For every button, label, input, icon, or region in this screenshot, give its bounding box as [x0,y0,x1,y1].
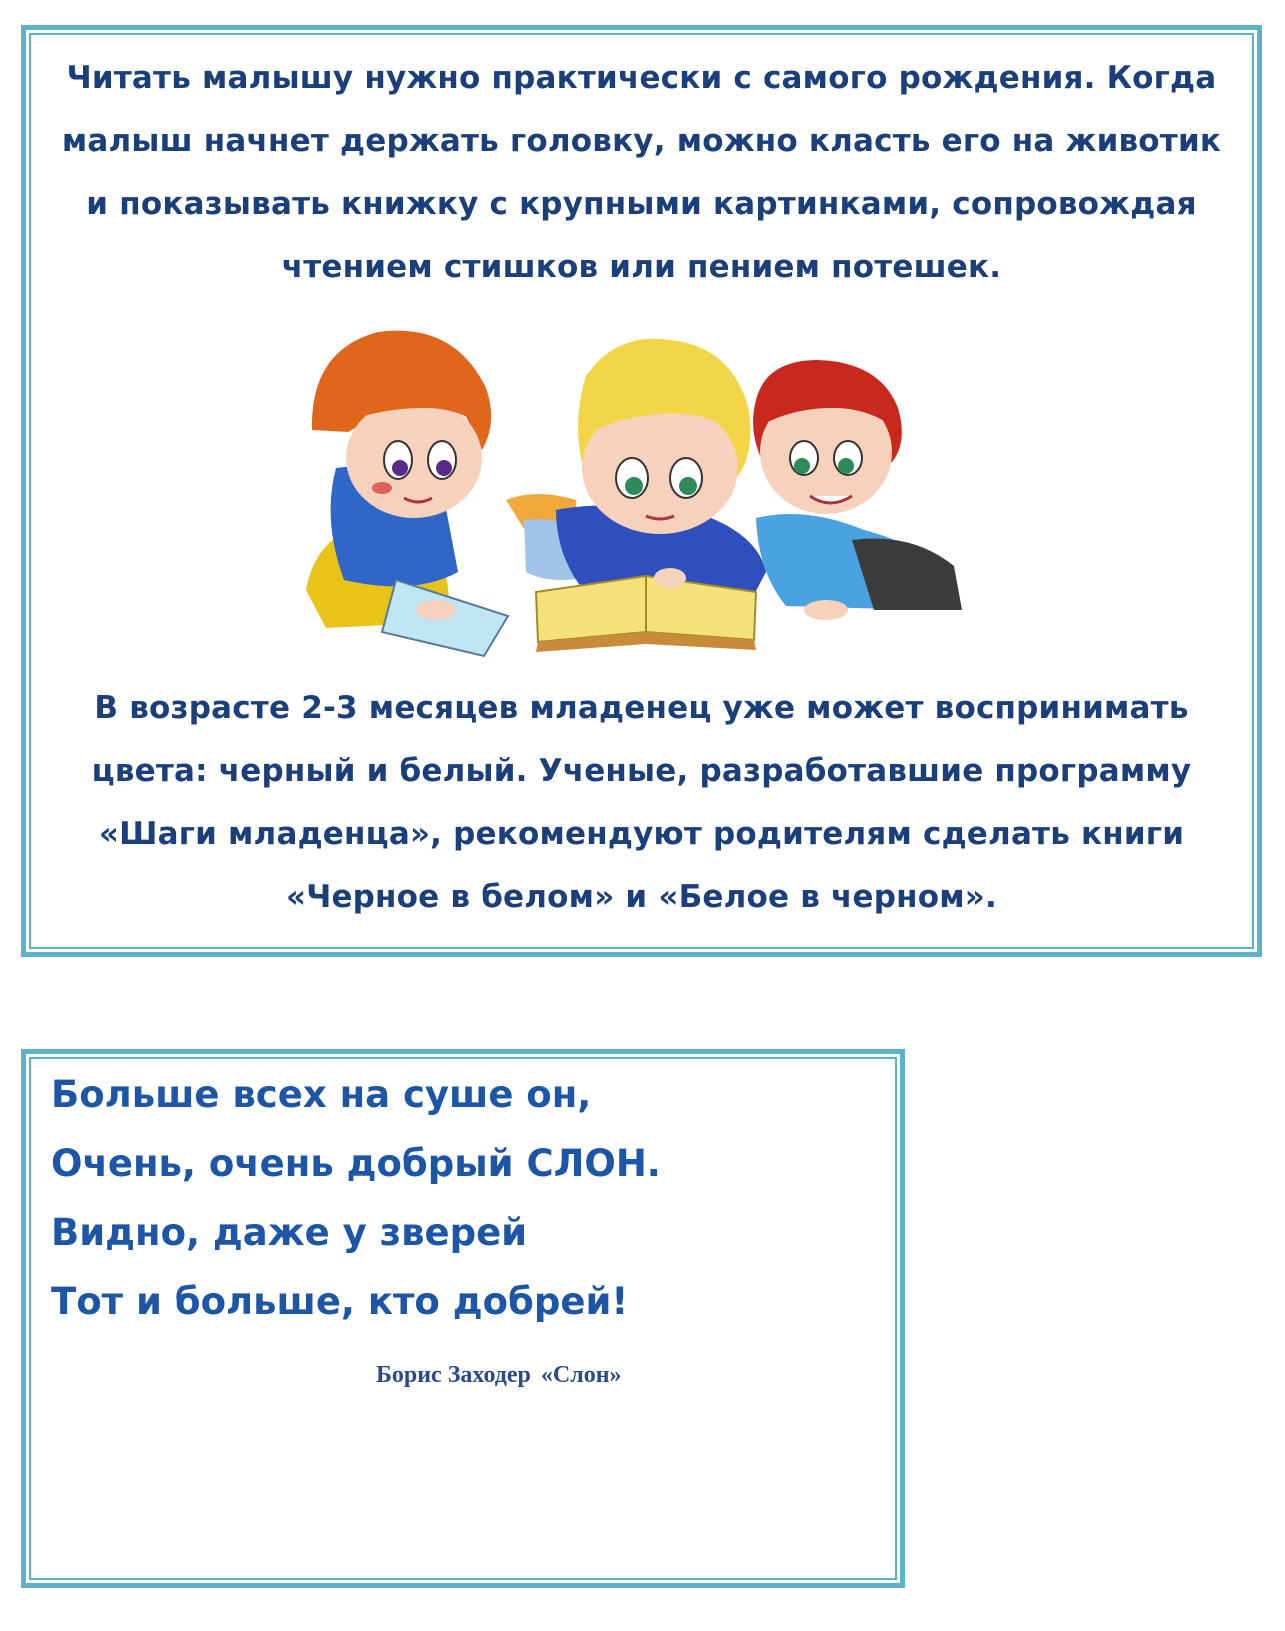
poem-author: Борис Заходер [376,1362,531,1388]
middle-child [506,339,766,652]
infant-vision-paragraph: В возрасте 2-3 месяцев младенец уже может воспринимать цвета: черный и белый. Ученые, разработавшие программу «Шаги младенца», рекомендуют родителям сделать книги «Черное в белом» и «Белое в черном». [91,690,1192,915]
poem-line: Тот и больше, кто добрей! [51,1280,629,1323]
right-child [753,360,962,620]
children-reading-illustration [286,310,1006,670]
left-child [306,331,508,656]
poem-credit [376,1362,622,1389]
poem-line: Очень, очень добрый СЛОН. [51,1142,661,1185]
reading-advice-paragraph: Читать малышу нужно практически с самого рождения. Когда малыш начнет держать головку, можно класть его на животик и показывать книжку с крупными картинками, сопровождая чтением стишков или пением потешек. [61,60,1222,285]
poem-line: Больше всех на суше он, [51,1073,592,1116]
poem-line: Видно, даже у зверей [51,1211,528,1254]
info-card [21,25,1262,957]
poem [51,1060,661,1336]
poem-title: «Слон» [540,1362,622,1388]
poem-card [21,1049,905,1588]
